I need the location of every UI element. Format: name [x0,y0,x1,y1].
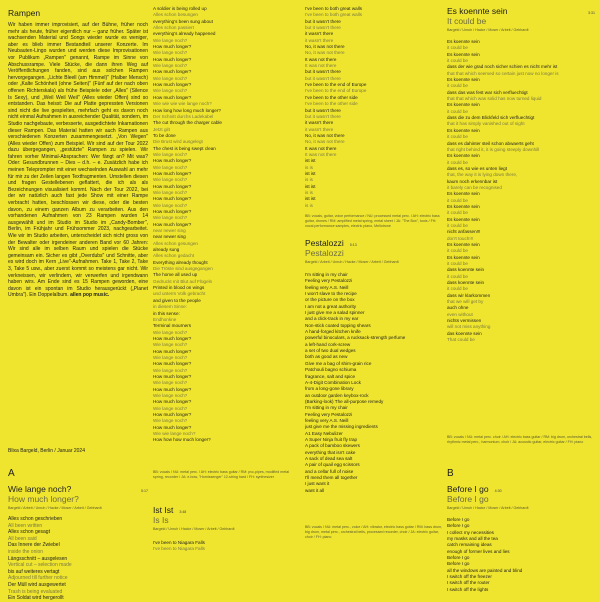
lyric-line: Wie lange noch? [153,189,188,195]
lyric-line: it could be [447,58,468,64]
lyric-line: kaum noch erkennbar ist [447,178,498,184]
lyric-line: Wie lange noch? [153,329,188,335]
lyric-line: Die Tröste sind ausgegangen [153,266,213,272]
lyric-line: and given to the people [153,297,201,303]
song-subtitle: Before I go [447,494,489,504]
lyric-line: Vertical cut – selection made [8,562,72,569]
lyric-line: Wie lange noch? [153,202,188,208]
lyric-line: is is [305,202,313,208]
lyric-line: but it wasn't there [305,69,341,75]
lyric-line: it could be [447,159,468,165]
lyric-line: but it wasn't there [305,25,341,31]
lyric-line: will not miss anything [447,324,491,330]
lyric-line: it wasn't there [305,31,334,37]
lyric-line: A-4-Digit Combination Lock [305,379,361,385]
lyric-line: it could be [447,273,468,279]
lyric-line: Wie lange noch? [153,367,188,373]
lyric-line: and a click-track in my ear [305,316,359,322]
lyric-line: It was not there [305,151,337,157]
lyric-line: How much longer? [153,386,192,392]
lyric-line: Feeling very Pestalozzi [305,278,353,284]
lyric-line: A Super Ninja fruit fly trap [305,436,358,442]
song-credits: BB: vocals / NU: metal perc. / AH: electric bass guitar / RM: pvc-pipes, modified metal spring, recorder / JA: e-bow, "Hornissenger" 12-string hard / FH: synthesizer [153,470,290,479]
lyric-line: I'm sitting in my chair [305,405,348,411]
lyric-line: that, the way it is lying down there, [447,172,518,178]
lyric-line: Wie lange noch? [153,392,188,398]
lyric-line: A pack of bamboo skewers [305,443,360,449]
lyric-line: it could be [447,83,468,89]
lyric-line: Es koennte sein [447,191,480,197]
lyric-line: everything's been sung about [153,18,213,24]
lyric-line: dass das was fest war sich verfluechtigt [447,89,528,95]
lyric-line: I won't slave to the recipe [305,291,357,297]
song-lyrics [153,6,295,444]
lyric-line: a set of two dual wedges [305,348,356,354]
lyric-line: Alles schon besungen [153,12,198,18]
lyric-line: Before I go [447,517,470,522]
lyric-line: Der Schnitt durchs Ladekabel [153,113,214,119]
song-time: 5:17 [141,489,148,493]
lyric-line: all the windows are painted and blind [447,567,523,573]
side-a-letter: A [8,468,15,479]
lyric-line: Längsschnitt – ausgelesen [8,555,68,562]
lyric-line: everything that isn't cake [305,449,356,455]
lyric-line: I've been to both great walls [305,6,363,11]
lyric-line: No, it was not there [305,50,345,56]
lyric-line: How much longer? [153,183,192,189]
song-subtitle: It could be [447,16,487,26]
lyric-line: Wie lange noch? [153,405,188,411]
lyric-line: Everything already thought [153,259,208,265]
lyric-line: Alles schon passiert [153,25,194,31]
lyric-line: I'm sitting in my chair [305,272,348,277]
lyric-line: How much longer? [153,170,192,176]
lyric-line: Ein Soldat wird hergerollt [8,595,64,602]
intro-paragraph-block [8,22,148,299]
lyric-line: Es koennte sein [447,242,480,247]
lyric-line: it wasn't there [305,126,334,132]
song-credits: Bargeld / Unruh / Hacke / Moser / Arbeit / Gebhardt [153,527,235,531]
lyric-line: nichts vermissen [447,318,482,324]
song-credits: Bargeld / Arbeit / Unruh / Hacke / Moser / Arbeit / Gebhardt [305,260,399,264]
lyric-line: Wie lange noch? [153,88,188,94]
lyric-line: ist ist [305,158,316,164]
lyric-line: Terminal mourners [153,323,192,329]
lyric-line: Es koennte sein [447,203,480,209]
lyric-line: it could be [447,248,468,254]
lyric-line: it could be [447,108,468,114]
song-time: 3:31 [588,11,595,15]
lyric-line: Non-stick coated topping shears [305,322,371,328]
song-credits: Bargeld / Arbeit / Unruh / Hacke / Moser / Arbeit / Gebhardt [8,506,102,510]
lyric-line: How much longer? [153,209,192,214]
lyric-line: already sung [153,247,180,253]
song-credits: Bargeld / Unruh / Hacke / Moser / Arbeit / Gebhardt [447,506,529,510]
lyric-line: is is [305,164,313,170]
lyric-line: near newer sing [153,234,186,240]
song-subtitle: Is Is [153,515,169,525]
lyric-line: Before I go [447,555,470,561]
song-wie-lange-noch [8,484,148,602]
lyric-line: Trash is being evaluated [8,588,63,595]
lyric-line: is is [305,189,313,195]
lyric-line: I've been to the end of Europe [305,82,367,88]
lyric-line: How much longer? [153,69,192,75]
lyric-line: dass der wie grad noch sicher schien es nicht mehr ist [447,64,558,70]
lyric-line: I've been to both great walls [305,12,363,18]
lyric-line: enough of former lives and lies [447,548,510,554]
lyric-line: feeling very A.S. Neill [305,417,349,423]
lyric-line: A pair of quail egg scissors [305,462,360,468]
lyric-line: I'll mend them all together [305,475,358,480]
lyric-line: fragrance, salt and spice [305,373,356,379]
lyric-line: from a long-gone library [305,386,354,392]
lyric-line: it could be [447,222,468,228]
lyric-line: I just give me a salad spinner [305,310,365,316]
lyric-line: A1 Easy Nebulizer [305,430,343,436]
lyric-line: How much longer? [153,348,192,354]
lyric-line: bis auf weiteres vertagt [8,568,60,575]
lyric-line: everything's already happened [153,31,216,37]
lyric-line: it could be [447,197,468,203]
lyric-line: ist ist [305,183,316,189]
lyric-line: Endhonkne [153,316,177,322]
lyric-line: Wie lange noch? [153,177,188,183]
lyric-line: it could be [447,286,468,292]
lyric-line: How how how much longer? [153,437,211,443]
lyric-line: Der Müll wird ausgewertet [8,581,66,588]
lyric-line: dass es, so wie es unten liegt [447,165,508,171]
lyric-line: that right behind it, it is going steeply downhill [447,146,540,152]
lyric-line: it could be [447,45,468,51]
lyric-line: Es koennte sein [447,127,480,133]
lyric-line: Jetzt gilt [153,126,170,132]
song-time: 3:48 [179,510,187,514]
song-es-koennte-sein [447,6,595,344]
lyric-line: Wie lange noch? [153,75,188,81]
song-subtitle: Pestalozzi [305,248,344,258]
lyric-line: but it wasn't there [305,75,341,81]
lyric-line: I switch off the router [447,580,490,586]
lyric-line: That could be [447,337,475,343]
lyric-line: I've been to Niagara Falls [153,540,205,545]
song-lyrics [447,517,595,593]
lyric-line: Es koennte sein [447,77,480,83]
lyric-line: All been said [8,535,37,542]
lyric-line: it wasn't there [305,120,334,126]
song-subtitle: How much longer? [8,494,79,504]
lyric-line: inside the onion [8,548,44,555]
song-lyrics [8,516,148,602]
lyric-line: Before I go [447,523,470,529]
lyric-line: Es koennte sein [447,153,480,159]
lyric-line: auch ohne [447,305,469,311]
lyric-line: it barely can be recognised [447,184,502,190]
lyric-line: Alles schon gesagt [8,529,50,536]
lyric-line: my masks and all the tea [447,536,498,542]
lyric-line: Patchouli bagno schiuma [305,367,357,373]
lyric-line: It was not there [305,145,337,151]
lyric-line: A soldier is being rolled up [153,6,207,11]
lyric-line: ist ist [305,170,316,176]
lyric-line: Wie lange noch? [153,342,188,348]
lyric-line: dass die zu dem Blickfeld sich verfluechtigt [447,115,535,121]
lyric-line: No, it was not there [305,139,345,145]
lyric-line: How much longer? [153,221,192,227]
song-title: Ist Ist [153,505,174,515]
lyric-line: How much longer? [153,196,192,202]
lyric-line: I am not a great authority [305,303,357,309]
lyric-line: even without [447,311,473,317]
lyric-line: Wie lange noch? [153,418,188,424]
lyric-line: that that which was solid has now turned liquid [447,96,542,102]
lyric-line: Wie lange noch? [153,354,188,360]
lyric-line: Alles schon geschrieben [8,516,63,522]
song-lyrics [305,6,445,209]
lyric-line: How much longer? [153,361,192,367]
lyric-line: The chest is being swept clean [153,145,216,151]
lyric-line: Wie lange noch? [153,151,188,157]
lyric-line: A sack of dead sea salt [305,455,353,461]
lyric-line: Give me a bag of shim-grain rice [305,360,372,366]
lyric-line: want it all [305,487,325,493]
lyric-line: A hand-forged kitchen knife [305,329,361,335]
lyric-line: How much longer? [153,82,192,88]
lyric-line: Es koennte sein [447,39,480,44]
lyric-line: that that which seemed so certain just now no longer is [447,70,559,76]
lyric-line: The cut through the charger cable [153,120,222,126]
lyric-line: in this sense: [153,310,180,316]
lyric-line: How much longer? [153,412,192,417]
lyric-line: How much longer? [153,424,192,430]
lyric-line: I've been to Niagara Falls [153,546,205,552]
lyric-line: just give me the missing ingredients [305,424,378,430]
lyric-line: catch remaining ideas [447,542,492,548]
song-lyrics [305,272,445,494]
lyric-line: Alles schon gesungen [153,240,198,246]
song-title: Es koennte sein [447,6,508,16]
lyric-line: I've been to the end of Europe [305,88,367,94]
lyric-line: Die Brust wird ausgelegt [153,139,203,145]
lyric-line: Es koennte sein [447,216,480,222]
lyric-line: I switch off the freezer [447,574,492,580]
lyric-line: dass wir klarkommen [447,292,491,298]
lyric-line: it wasn't there [305,37,334,43]
lyric-line: I've been to the other side [305,101,358,107]
lyric-line: it could be [447,210,468,216]
lyric-line: Das Innere der Zwiebel [8,542,60,549]
song-pestalozzi [305,238,445,494]
lyric-line: Adjourned till further notice [8,575,68,582]
lyric-line: How much longer? [153,158,192,164]
lyric-line: an outdoor garden keybox-rock [305,392,369,398]
lyric-line: No, it was not there [305,132,345,138]
lyric-line: Es koennte sein [447,51,480,57]
lyric-line: Feeling very Pestalozzi [305,411,353,417]
lyric-line: it could be [447,134,468,140]
lyric-line: but it wasn't there [305,18,341,24]
song-lyrics [447,39,595,344]
lyric-line: near newer sing [153,228,186,234]
lyric-line: Es koennte sein [447,102,480,108]
lyric-line: Gedruckt mit Blut auf Flügeln [153,278,213,284]
song-title: Pestalozzi [305,238,344,248]
lyric-line: dass es dahinter steil schon abwaerts geht [447,140,534,146]
lyric-line: powerful binoculars, a rucksack-strength perfume [305,335,406,341]
lyric-line: don't touch!!! [447,235,474,241]
lyric-line: (Barking-look) The all-purpose remedy [305,398,384,404]
intro-paragraph: Wir haben immer improvisiert, auf der Bühne, früher noch mehr als heute, früher eigentlich nur – ganz früher. Später ist wachsenden Material und Songs wieder wurde es weniger, aber es blieb immer Bestandteil unserer Konzerte. Im Neubauten-Lingo wurden und werden diese Improvisationen vor Publikum „Rampen" genannt, Rampe im Sinne von Abschussrampe. Viele Stücke, die dann ihren Weg auf Veröffentlichungen fanden, sind aus solchen Rampen hervorgegangen. „Lichte Bleell (am Himmel)" (Halber Mensch) oder „Kalte Schönheit (ohne Seiten)" (Fünf auf der nach oben offenen Richterskala) als frühe Beispiele oder „Alles" (Silence Is Sexy), und „Weil Weil Weil" (Alles wieder Offen) sind so entstanden. Das heisst: Die auf Platte gepressten Versionen sind nicht die live gespielten, mehrfach geht es davon noch nicht einmal Aufnahmen in ausreichender Qualität, sondern, im Studio nachgebaute, verbesserte, ausgedichtete Inkarnationen dieser Rampen. Das Material hatten wir auch Rampen aus verschiedenen Konzerten zusammengesetzt. „Von Wegen" (Alles wieder Offen) zum Beispiel. Wir sind auf der Tour 2022 dazu übergegangen, „gestützte" Rampen zu spielen. Wir fahren vorher Minimal-Absprachen: Wer fängt an? Mit was? Oder: Gesundbrunnen – Dies – d.h. – e. Zusätzlich habe ich meinen Teleprompter mit einer wechselnden Auswahl an mehr für mir zu der Zeilen langen Textfragmenten. Umstellen diesen und fragen Gestellebenen geflattert, die ich als als Bezeichnungen visualisiert kommt. Nach der Tour 2022, bei der wir natürlich auch fast jede Show mit einer Rampe verbracht hatten, beschlossen wir diese, oder die besten davon, zu einem ganzen Album zu verarbeiten. Aus den vorhandenen Aufnahmen von 23 Rampen wurden 14 ausgewählt und im Studio im Studio im „Candy-Bomber", Berlin, im Frühjahr und Frühsommer 2023, nachgearbeitet. Wie wir im Studio arbeiten, unterscheidet sich nicht gross von der Bewalter oder irgendeiner anderen Band vor 60 Jahren: Wir sind alle im selben Raum und spielen die Stücke gemeinsam ein. Sicher es gibt „Overdubs" und Schnitte, aber es wird doch im Kern „Live"-Aufnahmen. Take 1, Take 2, Take 3, Take 5 usw., aber zuerst kommt so meistens gar nicht. Wir verkneissen, wir verlindern, wir verwerfen und irgendwann haben wirs. Am Ende sind es 15 Rampen geworden, eine davon ist ein spontan im Studio herausgerückt („Planet Umbra"). Ein Doppelalbum. [8,22,148,299]
intro-paragraph-tail: allen pop music. [70,292,110,299]
lyric-line: that it has simply vanished out of sight [447,121,525,127]
lyric-line: How much longer? [153,44,192,50]
lyric-line: but it wasn't there [305,107,341,113]
lyric-line: I switch off the lights [447,586,489,592]
song-title: Before I go [447,484,489,494]
lyric-line: Printed in blood on wings [153,285,205,291]
lyric-line: in diesem Sinne: [153,304,187,310]
lyric-line: Wie lange noch? [153,164,188,170]
lyric-line: or the picture on the box [305,297,355,303]
lyric-line: How much longer? [153,335,192,341]
lyric-line: No, it was not there [305,44,345,50]
lyric-line: Wie wie lange noch? [153,431,196,437]
lyric-line: Wie lange noch? [153,215,188,221]
lyric-line: Wie wie wie wie lange noch? [153,101,212,107]
lyric-line: It was not there [305,63,337,69]
lyric-line: is is [305,177,313,183]
lyric-line: ist ist [305,196,316,202]
lyric-line: How much longer? [153,399,192,405]
lyric-line: Wie lange noch? [153,380,188,386]
lyric-line: dass koennte sein [447,280,485,286]
lyric-line: that we will get by [447,299,484,305]
lyric-line: The home all used up [153,272,198,278]
lyric-line: Wie lange noch? [153,50,188,56]
lyric-line: both as good as new [305,354,348,360]
side-b-letter: B [447,468,454,479]
lyric-line: How much longer? [153,94,192,100]
lyric-line: a left-hand cork-screw [305,341,351,347]
lyric-line: I've been to the other side [305,94,358,100]
song-lyrics [153,540,295,553]
lyric-line: How much longer? [153,373,192,379]
song-credits: BB: vocals / NU: metal perc. choir / AH: electric bass guitar / RM: big drum, orchestral bells, rhythmic metal perc., harmonium, choir / JA: acoustic guitar, electric guitar / FH: piano [447,435,593,444]
lyric-line: Wie lange noch? [153,37,188,43]
lyric-line: How long how long much longer? [153,107,221,113]
lyric-line: dass koennte sein [447,267,485,273]
lyric-line: Wie lange noch? [153,63,188,69]
lyric-line: All been written [8,522,43,529]
song-credits: BB: vocals, guitar, voice performance / NU: processed metal perc. / AH: electric bass guitar, drones / RM: amplified metal spring, metal sheet / JA: "The Box", tools / FH: vocal performance samples, electric piano, Mellotrone [305,214,440,228]
song-credits: Bargeld / Unruh / Hacke / Moser / Arbeit / Gebhardt [447,28,529,32]
lyric-line: Es koennte sein [447,254,480,260]
lyric-line: It was not there [305,56,337,62]
lyric-line: Before I go [447,561,470,567]
lyric-line: und unterm Volk gebracht [153,291,206,297]
intro-signature: Blixa Bargeld, Berlin / Januar 2024 [8,448,85,454]
song-time: 5:13 [349,243,357,247]
lyric-line: nicht anfassen!!! [447,229,481,235]
lyric-line: To be done [153,132,176,138]
lyric-line: das koennte sein [447,330,482,336]
lyric-line: and a cellar full of noise [305,468,354,474]
song-time: 4:30 [494,489,502,493]
song-ist-ist [153,505,295,553]
song-credits: BB: vocals / NU: metal perc., voice / AH: vibrator, electric bass guitar / RM: bass drum, big drum, metal perc., orchestral bells, processed recorder, choir / JA: electric guitar, choir / FH: piano [305,525,443,539]
lyric-line: How much longer? [153,56,192,62]
intro-heading: Rampen [8,8,41,18]
lyric-line: it could be [447,261,468,267]
song-title: Wie lange noch? [8,484,72,494]
lyric-line: I just want it [305,481,330,487]
lyric-line: Alles schon gedacht [153,253,195,259]
lyric-line: I collect my necessities [447,529,494,535]
lyric-line: but it wasn't there [305,113,341,119]
lyric-line: feeling very A.S. Neill [305,284,349,290]
song-before-i-go [447,484,595,593]
